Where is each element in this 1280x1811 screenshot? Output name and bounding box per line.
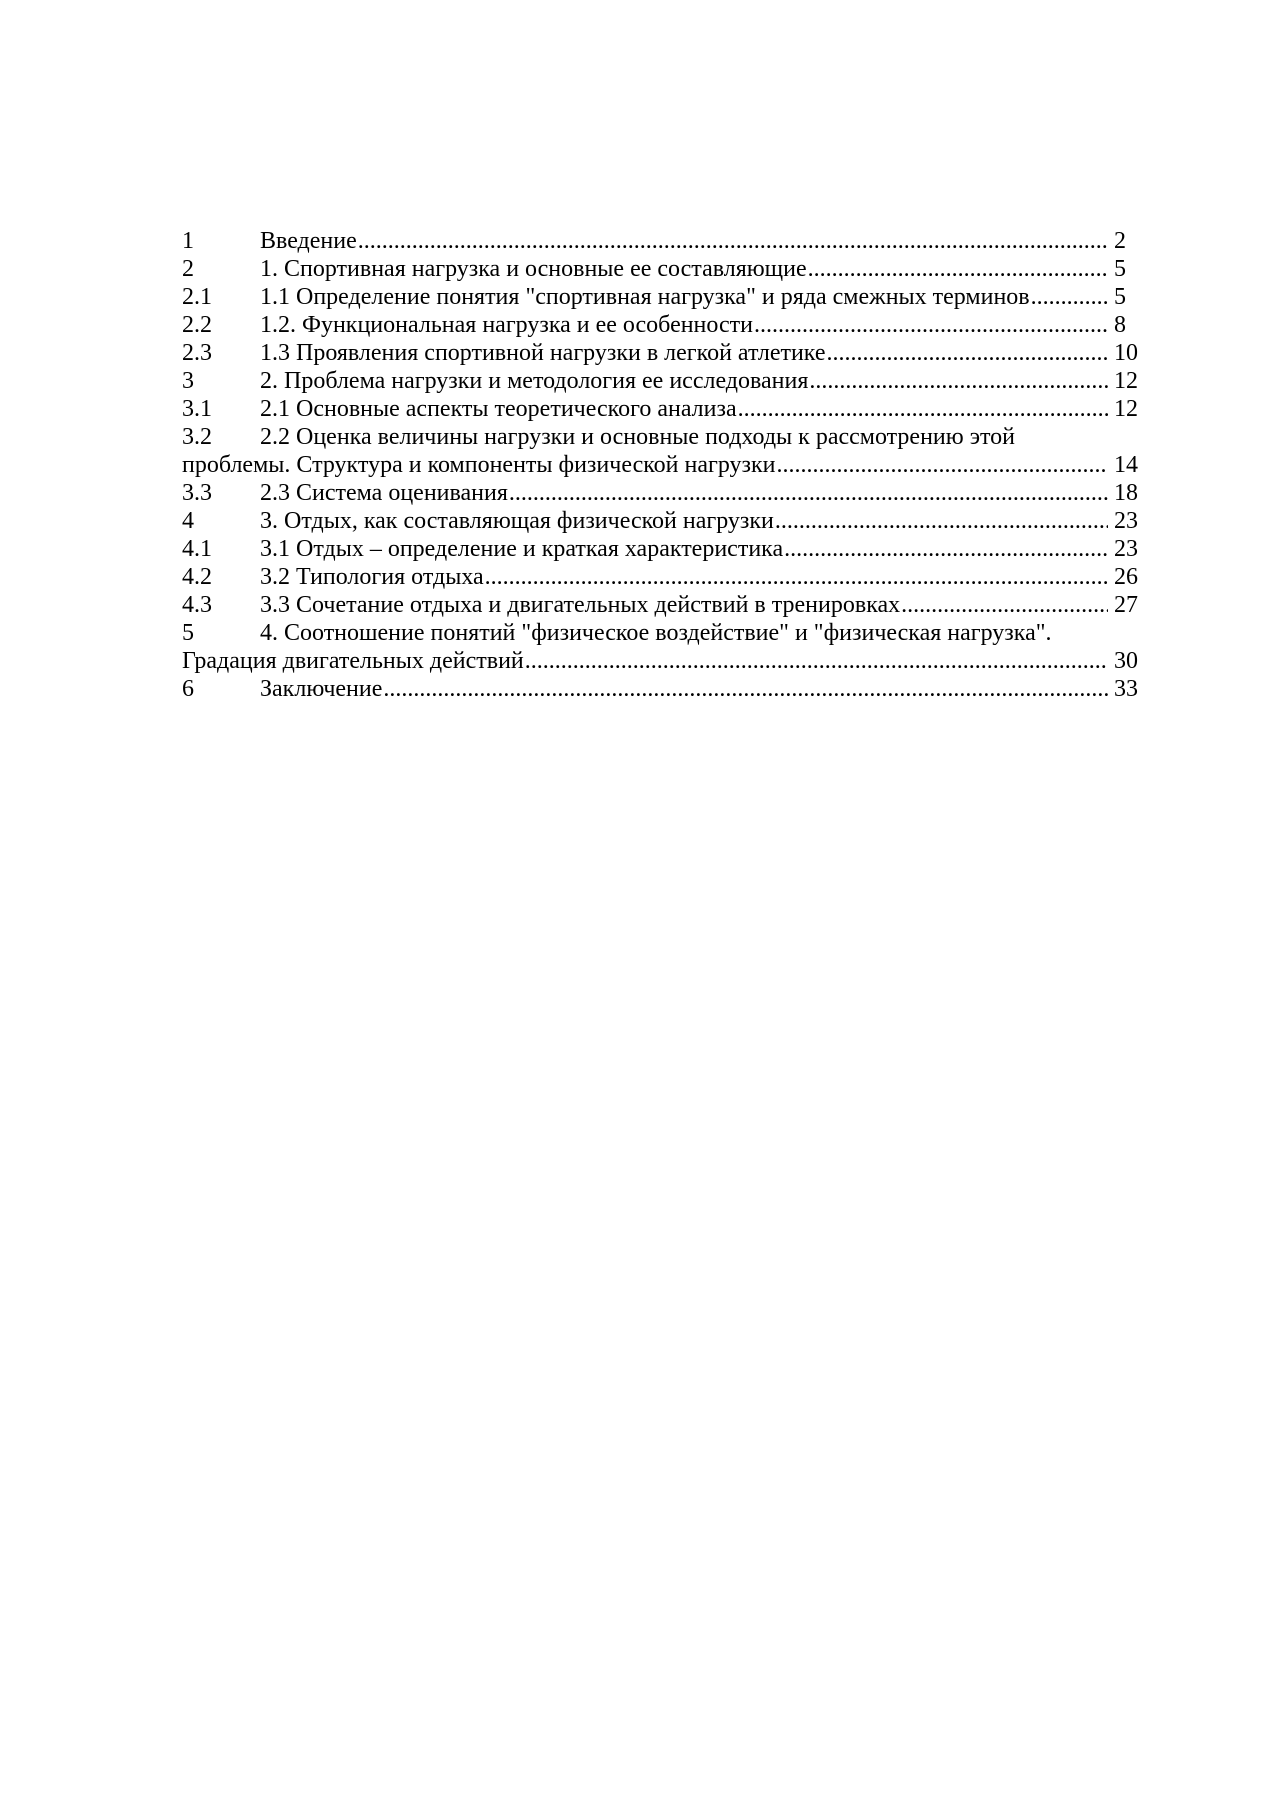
toc-entry-page: 33: [1114, 676, 1138, 702]
toc-entry-title: 3.1 Отдых – определение и краткая характеристика: [260, 536, 784, 562]
toc-entry-page: 26: [1114, 564, 1138, 590]
toc-entry-title: 2.3 Система оценивания: [260, 480, 508, 506]
dot-leader: [485, 563, 1108, 591]
toc-entry[interactable]: [182, 535, 1140, 563]
toc-entry-number: 2.2: [182, 312, 212, 338]
dot-leader: [509, 479, 1108, 507]
toc-entry-number: 3.1: [182, 396, 212, 422]
toc-entry-number: 3.3: [182, 480, 212, 506]
toc-entry[interactable]: [182, 283, 1140, 311]
toc-entry[interactable]: [182, 563, 1140, 591]
toc-entry-number: 1: [182, 228, 194, 254]
toc-entry-title: 3. Отдых, как составляющая физической нагрузки: [260, 508, 774, 534]
toc-entry-page: 30: [1114, 648, 1138, 674]
toc-entry[interactable]: [182, 619, 1140, 675]
dot-leader: [358, 227, 1108, 255]
toc-entry-title: Заключение: [260, 676, 383, 702]
dot-leader: [1031, 283, 1108, 311]
toc-entry-title: 1.1 Определение понятия "спортивная нагрузка" и ряда смежных терминов: [260, 284, 1030, 310]
toc-entry-title: 3.2 Типология отдыха: [260, 564, 484, 590]
toc-entry-title: 1.2. Функциональная нагрузка и ее особенности: [260, 312, 753, 338]
toc-entry-title: 2.2 Оценка величины нагрузки и основные подходы к рассмотрению этой: [260, 424, 1016, 450]
toc-entry-title: 1.3 Проявления спортивной нагрузки в легкой атлетике: [260, 340, 826, 366]
toc-entry-page: 8: [1114, 312, 1126, 338]
toc-entry[interactable]: [182, 255, 1140, 283]
toc-entry-page: 12: [1114, 368, 1138, 394]
toc-entry-number: 3: [182, 368, 194, 394]
toc-entry[interactable]: [182, 423, 1140, 479]
dot-leader: [754, 311, 1108, 339]
toc-entry-title: 3.3 Сочетание отдыха и двигательных действий в тренировках: [260, 592, 901, 618]
toc-entry-page: 5: [1114, 256, 1126, 282]
dot-leader: [777, 451, 1108, 479]
toc-entry-number: 4.3: [182, 592, 212, 618]
toc-entry-number: 6: [182, 676, 194, 702]
toc-entry[interactable]: [182, 675, 1140, 703]
toc-entry[interactable]: [182, 367, 1140, 395]
dot-leader: [901, 591, 1108, 619]
dot-leader: [525, 647, 1108, 675]
toc-entry-page: 23: [1114, 536, 1138, 562]
toc-entry-number: 2.3: [182, 340, 212, 366]
toc-entry-page: 5: [1114, 284, 1126, 310]
table-of-contents: [182, 227, 1140, 703]
dot-leader: [784, 535, 1108, 563]
toc-entry-number: 4.1: [182, 536, 212, 562]
toc-entry-page: 10: [1114, 340, 1138, 366]
dot-leader: [775, 507, 1108, 535]
toc-entry-number: 2: [182, 256, 194, 282]
toc-entry-page: 23: [1114, 508, 1138, 534]
toc-entry-title-continued: Градация двигательных действий: [182, 648, 524, 674]
toc-entry-page: 18: [1114, 480, 1138, 506]
toc-entry[interactable]: [182, 227, 1140, 255]
toc-entry-title-continued: проблемы. Структура и компоненты физической нагрузки: [182, 452, 776, 478]
toc-entry[interactable]: [182, 591, 1140, 619]
toc-entry-page: 2: [1114, 228, 1126, 254]
dot-leader: [808, 255, 1108, 283]
dot-leader: [383, 675, 1108, 703]
dot-leader: [827, 339, 1108, 367]
toc-entry-number: 3.2: [182, 424, 212, 450]
toc-entry[interactable]: [182, 311, 1140, 339]
toc-entry-title: 2.1 Основные аспекты теоретического анализа: [260, 396, 737, 422]
dot-leader: [738, 395, 1108, 423]
toc-entry-number: 5: [182, 620, 194, 646]
toc-entry-page: 27: [1114, 592, 1138, 618]
toc-entry-number: 2.1: [182, 284, 212, 310]
toc-entry-number: 4: [182, 508, 194, 534]
toc-entry-page: 12: [1114, 396, 1138, 422]
toc-entry-number: 4.2: [182, 564, 212, 590]
toc-entry-page: 14: [1114, 452, 1138, 478]
dot-leader: [809, 367, 1108, 395]
toc-entry[interactable]: [182, 507, 1140, 535]
toc-entry[interactable]: [182, 395, 1140, 423]
toc-entry-title: 1. Спортивная нагрузка и основные ее составляющие: [260, 256, 807, 282]
toc-entry[interactable]: [182, 479, 1140, 507]
toc-entry[interactable]: [182, 339, 1140, 367]
toc-entry-title: Введение: [260, 228, 357, 254]
toc-entry-title: 2. Проблема нагрузки и методология ее исследования: [260, 368, 809, 394]
toc-entry-title: 4. Соотношение понятий "физическое воздействие" и "физическая нагрузка".: [260, 620, 1052, 646]
